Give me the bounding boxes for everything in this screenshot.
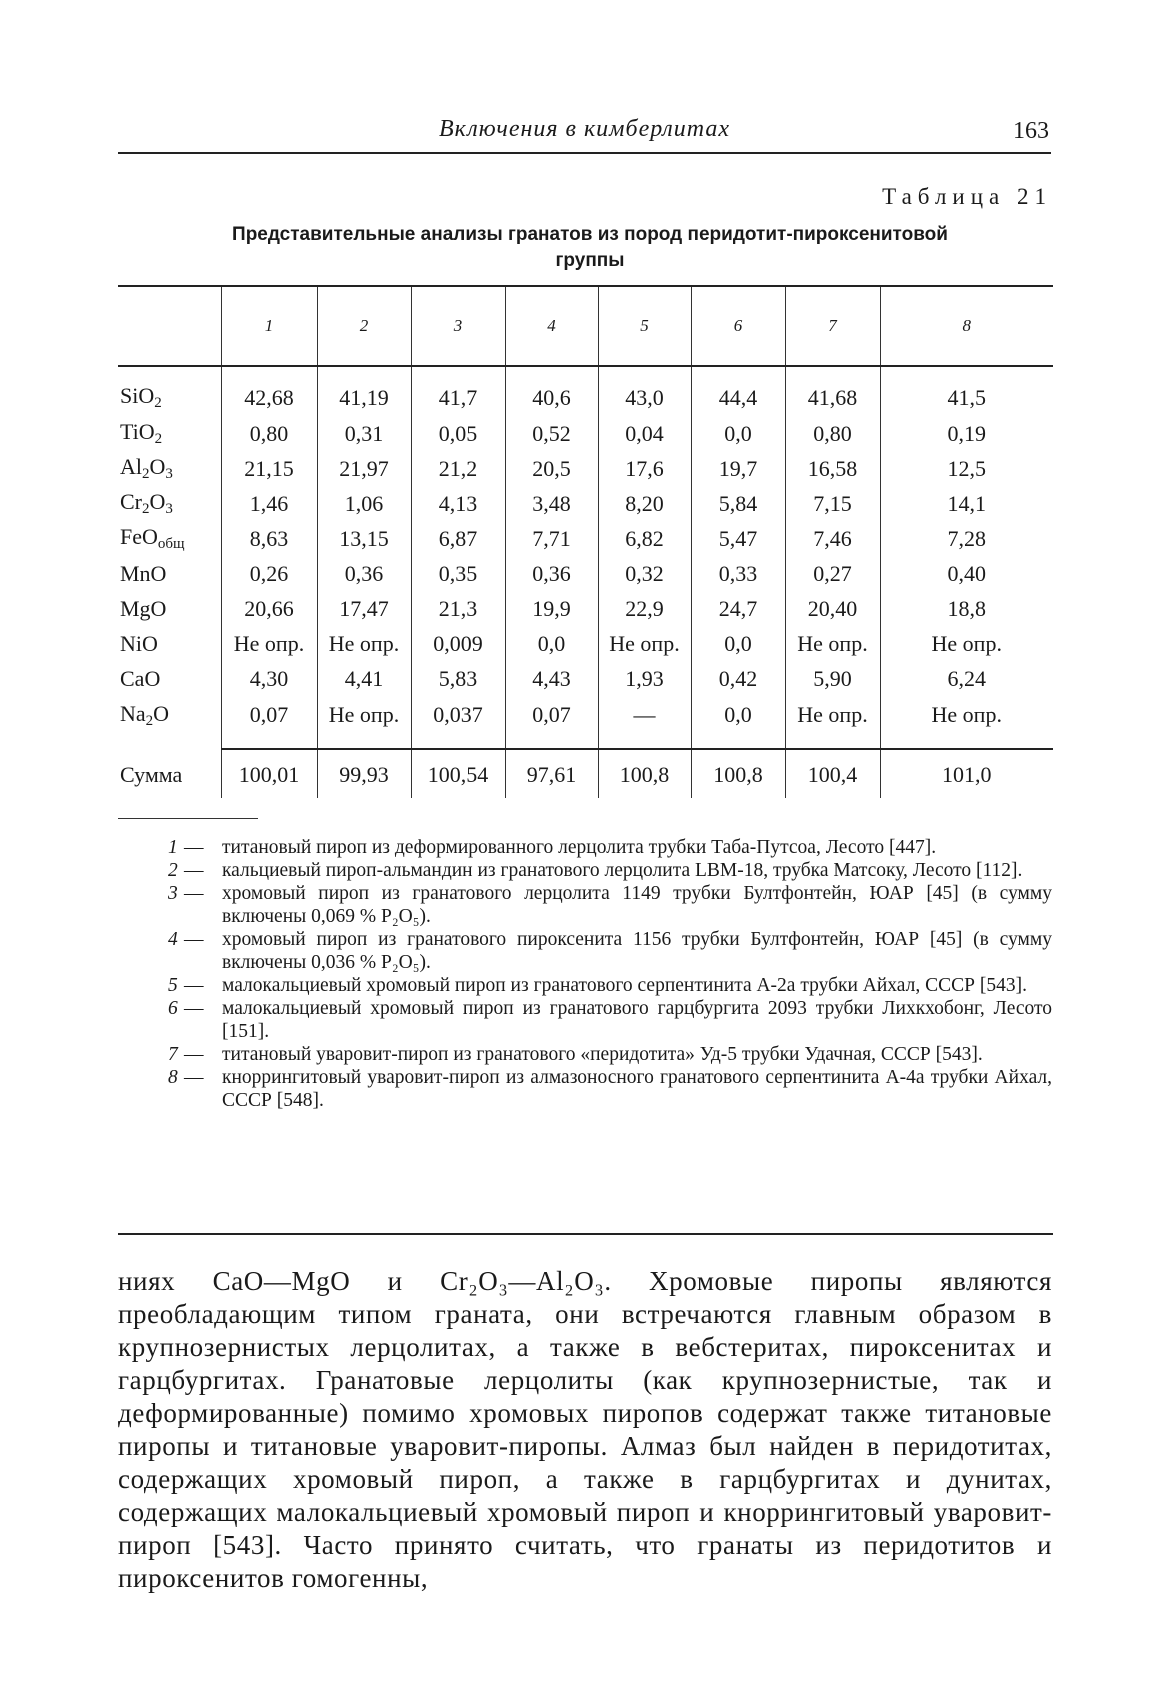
table-row <box>118 626 1053 661</box>
value-cell: 0,40 <box>880 556 1053 591</box>
column-header: 3 <box>411 286 505 366</box>
value-cell: 21,2 <box>411 451 505 486</box>
component-subscript: общ <box>157 536 185 552</box>
running-head <box>118 112 1051 154</box>
value-cell: 0,36 <box>317 556 411 591</box>
value-cell: 8,63 <box>221 521 317 556</box>
value-cell: 21,3 <box>411 591 505 626</box>
value-cell: 6,87 <box>411 521 505 556</box>
value-cell: 0,35 <box>411 556 505 591</box>
value-cell: Не опр. <box>785 626 880 661</box>
note-dash: — <box>184 1044 204 1065</box>
table-row <box>118 696 1053 749</box>
value-cell: 0,0 <box>505 626 598 661</box>
sum-label-rule <box>118 818 258 819</box>
table-note <box>168 859 1052 882</box>
component-subscript: 2 <box>154 395 162 411</box>
value-cell: 5,90 <box>785 661 880 696</box>
table-row <box>118 451 1053 486</box>
value-cell: 4,43 <box>505 661 598 696</box>
table-note <box>168 997 1052 1043</box>
component-base: MnO <box>120 560 167 586</box>
column-header: 6 <box>691 286 785 366</box>
sum-value: 99,93 <box>317 749 411 798</box>
table-row <box>118 661 1053 696</box>
component-base: SiO <box>120 383 155 408</box>
component-cell <box>118 696 221 749</box>
value-cell: 3,48 <box>505 486 598 521</box>
value-cell: 5,47 <box>691 521 785 556</box>
component-base: Na <box>120 701 146 726</box>
note-text: титановый уваровит-пироп из гранатового «перидотита» Уд-5 трубки Удачная, СССР [543]. <box>222 1044 983 1065</box>
value-cell: 0,52 <box>505 416 598 451</box>
value-cell: 4,41 <box>317 661 411 696</box>
value-cell: 5,83 <box>411 661 505 696</box>
value-cell: 8,20 <box>598 486 691 521</box>
table-note <box>168 1043 1052 1066</box>
note-number: 4 <box>168 929 178 950</box>
note-text: кальциевый пироп-альмандин из гранатового лерцолита LBM-18, трубка Матсоку, Лесото [112]. <box>222 860 1023 881</box>
body-paragraph: ниях CaO—MgO и Cr₂O₃—Al₂O₃. Хромовые пиропы являются преобладающим типом граната, они встречаются главным образом в крупнозернистых лерцолитах, а также в вебстеритах, пироксенитах и гарцбургитах. Гранатовые лерцолиты (как крупнозернистые, так и деформированные) помимо хромовых пиропов содержат также титановые пиропы и титановые уваровит-пиропы. Алмаз был найден в перидотитах, содержащих хромовый пироп, а также в гарцбургитах и дунитах, содержащих малокальциевый хромовый пироп и кноррингитовый уваровит-пироп [543]. Часто принято считать, что гранаты из перидотитов и пироксенитов гомогенны, <box>118 1266 1052 1593</box>
note-dash: — <box>184 998 204 1019</box>
value-cell: 0,31 <box>317 416 411 451</box>
note-number: 7 <box>168 1044 178 1065</box>
sum-value: 100,01 <box>221 749 317 798</box>
value-cell: Не опр. <box>880 696 1053 749</box>
table-caption <box>150 222 1030 274</box>
column-header: 2 <box>317 286 411 366</box>
component-cell <box>118 591 221 626</box>
value-cell: 41,19 <box>317 366 411 416</box>
value-cell: 0,04 <box>598 416 691 451</box>
table-row <box>118 521 1053 556</box>
value-cell: 12,5 <box>880 451 1053 486</box>
component-base: MgO <box>120 595 167 621</box>
note-number: 8 <box>168 1067 178 1088</box>
sum-value: 100,4 <box>785 749 880 798</box>
table-row <box>118 556 1053 591</box>
component-tail: $O_3$ <box>149 454 173 482</box>
value-cell: 0,80 <box>221 416 317 451</box>
value-cell: 40,6 <box>505 366 598 416</box>
value-cell: 1,93 <box>598 661 691 696</box>
value-cell: 20,5 <box>505 451 598 486</box>
component-cell <box>118 521 221 556</box>
component-base: Al <box>120 454 142 479</box>
table-row <box>118 416 1053 451</box>
table-note <box>168 882 1052 928</box>
value-cell: 41,5 <box>880 366 1053 416</box>
note-text: титановый пироп из деформированного лерцолита трубки Таба-Путсоа, Лесото [447]. <box>222 837 937 858</box>
sum-value: 101,0 <box>880 749 1053 798</box>
note-text: хромовый пироп из гранатового лерцолита 1149 трубки Бултфонтейн, ЮАР [45] (в сумму включены 0,069 % P₂O₅). <box>222 883 1052 927</box>
component-base: NiO <box>120 630 158 656</box>
note-number: 6 <box>168 998 178 1019</box>
note-number: 1 <box>168 837 178 858</box>
column-header: 7 <box>785 286 880 366</box>
sum-value: 97,61 <box>505 749 598 798</box>
table-note <box>168 836 1052 859</box>
value-cell: 0,07 <box>505 696 598 749</box>
value-cell: Не опр. <box>317 626 411 661</box>
note-dash: — <box>184 837 204 858</box>
value-cell: 1,46 <box>221 486 317 521</box>
table-label: Таблица 21 <box>882 184 1052 209</box>
value-cell: Не опр. <box>221 626 317 661</box>
column-header: 4 <box>505 286 598 366</box>
value-cell: 7,46 <box>785 521 880 556</box>
value-cell: 0,36 <box>505 556 598 591</box>
value-cell: 44,4 <box>691 366 785 416</box>
value-cell: 22,9 <box>598 591 691 626</box>
note-text: кноррингитовый уваровит-пироп из алмазоносного гранатового серпентинита А-4а трубки Айхал, СССР [548]. <box>222 1067 1052 1111</box>
value-cell: 4,30 <box>221 661 317 696</box>
garnet-analyses-table <box>118 285 1053 798</box>
value-cell: 18,8 <box>880 591 1053 626</box>
component-cell <box>118 486 221 521</box>
value-cell: 0,037 <box>411 696 505 749</box>
value-cell: 42,68 <box>221 366 317 416</box>
value-cell: 21,97 <box>317 451 411 486</box>
value-cell: 16,58 <box>785 451 880 486</box>
value-cell: 0,33 <box>691 556 785 591</box>
sum-label: Сумма <box>120 761 183 787</box>
note-number: 3 <box>168 883 178 904</box>
value-cell: 7,71 <box>505 521 598 556</box>
component-cell <box>118 556 221 591</box>
note-dash: — <box>184 929 204 950</box>
value-cell: 41,7 <box>411 366 505 416</box>
component-cell <box>118 366 221 416</box>
value-cell: 13,15 <box>317 521 411 556</box>
sum-value: 100,8 <box>691 749 785 798</box>
component-base: TiO <box>120 419 155 444</box>
table-header-row <box>118 286 1053 366</box>
sum-value: 100,8 <box>598 749 691 798</box>
value-cell: 6,82 <box>598 521 691 556</box>
value-cell: 0,42 <box>691 661 785 696</box>
value-cell: 20,66 <box>221 591 317 626</box>
component-cell <box>118 626 221 661</box>
page-number: 163 <box>1013 118 1049 144</box>
value-cell: 1,06 <box>317 486 411 521</box>
column-header: 1 <box>221 286 317 366</box>
value-cell: 0,05 <box>411 416 505 451</box>
value-cell: 43,0 <box>598 366 691 416</box>
table-note <box>168 928 1052 974</box>
note-dash: — <box>184 883 204 904</box>
table-row <box>118 366 1053 416</box>
component-base: Cr <box>120 489 142 514</box>
table-note <box>168 974 1052 997</box>
value-cell: 20,40 <box>785 591 880 626</box>
column-header: 5 <box>598 286 691 366</box>
component-cell <box>118 451 221 486</box>
note-text: малокальциевый хромовый пироп из гранатового гарцбургита 2093 трубки Лихкхобонг, Лесото [151]. <box>222 998 1052 1042</box>
notes-divider <box>118 1233 1053 1235</box>
value-cell: 7,28 <box>880 521 1053 556</box>
table-note <box>168 1066 1052 1112</box>
table-row <box>118 486 1053 521</box>
value-cell: 0,32 <box>598 556 691 591</box>
note-number: 2 <box>168 860 178 881</box>
table-caption-line: группы <box>555 250 625 271</box>
value-cell: 41,68 <box>785 366 880 416</box>
table-body <box>118 366 1053 798</box>
value-cell: 0,26 <box>221 556 317 591</box>
value-cell: 6,24 <box>880 661 1053 696</box>
value-cell: 24,7 <box>691 591 785 626</box>
component-subscript: 2 <box>142 466 150 482</box>
note-dash: — <box>184 860 204 881</box>
sum-value: 100,54 <box>411 749 505 798</box>
value-cell: 19,7 <box>691 451 785 486</box>
value-cell: 14,1 <box>880 486 1053 521</box>
value-cell: 0,0 <box>691 416 785 451</box>
value-cell: 7,15 <box>785 486 880 521</box>
value-cell: 17,6 <box>598 451 691 486</box>
note-dash: — <box>184 1067 204 1088</box>
table-notes <box>168 836 1052 1112</box>
note-text: хромовый пироп из гранатового пироксенита 1156 трубки Бултфонтейн, ЮАР [45] (в сумму включены 0,036 % P₂O₅). <box>222 929 1052 973</box>
component-cell <box>118 416 221 451</box>
value-cell: Не опр. <box>317 696 411 749</box>
note-number: 5 <box>168 975 178 996</box>
value-cell: 0,80 <box>785 416 880 451</box>
table-caption-line: Представительные анализы гранатов из пород перидотит-пироксенитовой <box>232 224 948 245</box>
value-cell: — <box>598 696 691 749</box>
value-cell: 19,9 <box>505 591 598 626</box>
value-cell: 17,47 <box>317 591 411 626</box>
value-cell: 4,13 <box>411 486 505 521</box>
table-row <box>118 591 1053 626</box>
value-cell: 0,009 <box>411 626 505 661</box>
component-subscript: 2 <box>154 431 163 447</box>
running-title: Включения в кимберлитах <box>438 116 731 142</box>
component-tail: O <box>153 701 170 726</box>
component-base: FeO <box>120 524 158 549</box>
value-cell: Не опр. <box>598 626 691 661</box>
value-cell: 0,07 <box>221 696 317 749</box>
column-header-empty <box>118 286 221 366</box>
component-subscript: 2 <box>145 713 154 729</box>
component-cell <box>118 661 221 696</box>
value-cell: 0,0 <box>691 696 785 749</box>
component-tail: $O_3$ <box>149 489 173 517</box>
value-cell: 0,0 <box>691 626 785 661</box>
value-cell: 21,15 <box>221 451 317 486</box>
value-cell: Не опр. <box>785 696 880 749</box>
value-cell: 5,84 <box>691 486 785 521</box>
note-dash: — <box>184 975 204 996</box>
value-cell: Не опр. <box>880 626 1053 661</box>
component-subscript: 2 <box>142 501 150 517</box>
column-header: 8 <box>880 286 1053 366</box>
component-base: CaO <box>120 665 161 691</box>
value-cell: 0,19 <box>880 416 1053 451</box>
value-cell: 0,27 <box>785 556 880 591</box>
sum-row <box>118 749 1053 798</box>
note-text: малокальциевый хромовый пироп из гранатового серпентинита А-2а трубки Айхал, СССР [543]. <box>222 975 1027 996</box>
